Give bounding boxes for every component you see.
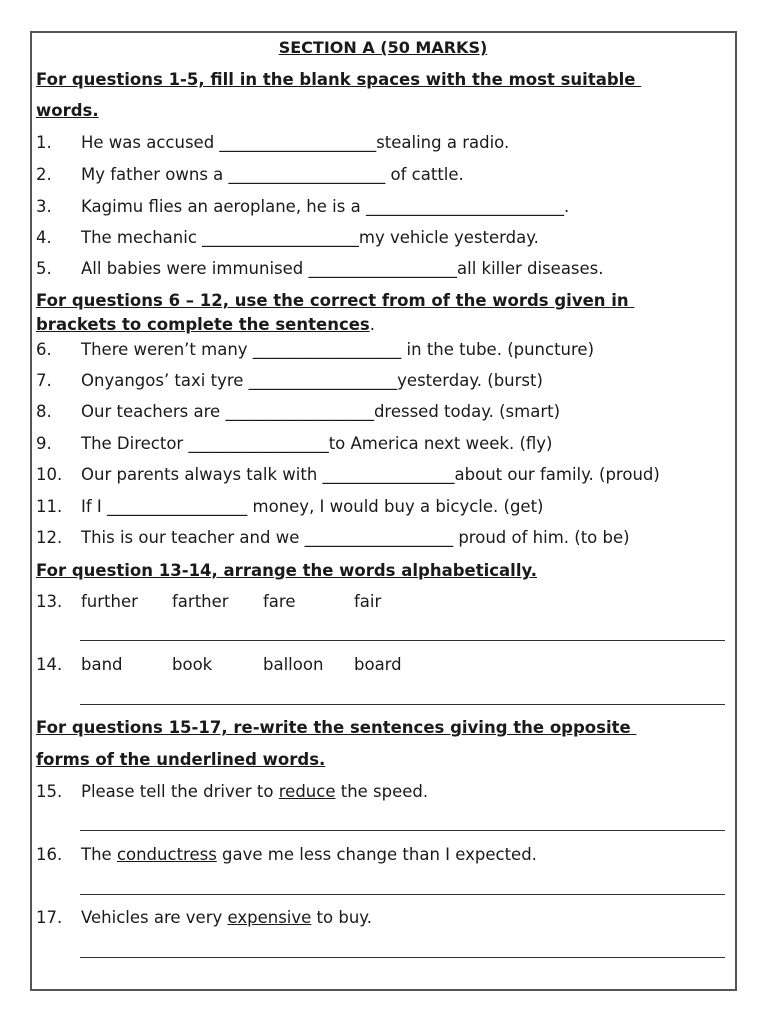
question-number: 12. xyxy=(36,528,63,547)
part1-heading-line1: For questions 1-5, fill in the blank spaces with the most suitable xyxy=(36,70,642,89)
part4-heading-line2: forms of the underlined words. xyxy=(36,750,326,769)
question-text: Please tell the driver to reduce the speed. xyxy=(81,782,429,801)
question-number: 1. xyxy=(36,133,52,152)
word-list xyxy=(81,592,445,612)
question-number: 11. xyxy=(36,497,63,516)
part2-heading-text: brackets to complete the sentences xyxy=(36,315,370,334)
word: balloon xyxy=(263,655,324,674)
question-number: 2. xyxy=(36,165,52,184)
underlined-word: expensive xyxy=(227,908,312,927)
section-title: SECTION A (50 MARKS) xyxy=(278,38,488,57)
question-number: 8. xyxy=(36,402,52,421)
question-text: The mechanic ___________________my vehicle yesterday. xyxy=(81,228,539,247)
word-list xyxy=(81,655,445,675)
question-text: My father owns a ___________________ of cattle. xyxy=(81,165,464,184)
word: further xyxy=(81,592,138,611)
question-text: The Director _________________to America next week. (fly) xyxy=(81,434,553,453)
word: book xyxy=(172,655,213,674)
question-text: This is our teacher and we __________________ proud of him. (to be) xyxy=(81,528,630,547)
question-text: Our teachers are __________________dressed today. (smart) xyxy=(81,402,561,421)
question-number: 16. xyxy=(36,845,63,864)
question-text: The conductress gave me less change than I expected. xyxy=(81,845,537,864)
word: farther xyxy=(172,592,229,611)
question-text: He was accused ___________________stealing a radio. xyxy=(81,133,510,152)
question-number: 3. xyxy=(36,197,52,216)
question-number: 13. xyxy=(36,592,63,611)
question-text: Our parents always talk with ________________about our family. (proud) xyxy=(81,465,660,484)
underlined-word: reduce xyxy=(278,782,336,801)
question-number: 5. xyxy=(36,259,52,278)
question-number: 10. xyxy=(36,465,63,484)
question-number: 14. xyxy=(36,655,63,674)
word: fair xyxy=(354,592,382,611)
question-text: There weren’t many __________________ in the tube. (puncture) xyxy=(81,340,595,359)
part1-heading-line2: words. xyxy=(36,101,99,120)
word: band xyxy=(81,655,123,674)
part2-heading-tail: . xyxy=(369,315,375,334)
question-number: 15. xyxy=(36,782,63,801)
word: board xyxy=(354,655,402,674)
answer-line xyxy=(80,830,725,831)
answer-line xyxy=(80,640,725,641)
question-number: 6. xyxy=(36,340,52,359)
question-text: All babies were immunised __________________all killer diseases. xyxy=(81,259,604,278)
answer-line xyxy=(80,957,725,958)
question-text: Vehicles are very expensive to buy. xyxy=(81,908,372,927)
word: fare xyxy=(263,592,296,611)
question-number: 17. xyxy=(36,908,63,927)
part2-heading-line1: For questions 6 – 12, use the correct from of the words given in xyxy=(36,291,635,310)
question-number: 7. xyxy=(36,371,52,390)
question-number: 4. xyxy=(36,228,52,247)
question-number: 9. xyxy=(36,434,52,453)
part3-heading: For question 13-14, arrange the words alphabetically. xyxy=(36,561,538,580)
question-text: Kagimu flies an aeroplane, he is a ________________________. xyxy=(81,197,570,216)
question-text: If I _________________ money, I would buy a bicycle. (get) xyxy=(81,497,544,516)
answer-line xyxy=(80,704,725,705)
part2-heading-line2 xyxy=(36,315,736,335)
part4-heading-line1: For questions 15-17, re-write the sentences giving the opposite xyxy=(36,718,637,737)
question-text: Onyangos’ taxi tyre __________________yesterday. (burst) xyxy=(81,371,543,390)
underlined-word: conductress xyxy=(116,845,217,864)
answer-line xyxy=(80,894,725,895)
